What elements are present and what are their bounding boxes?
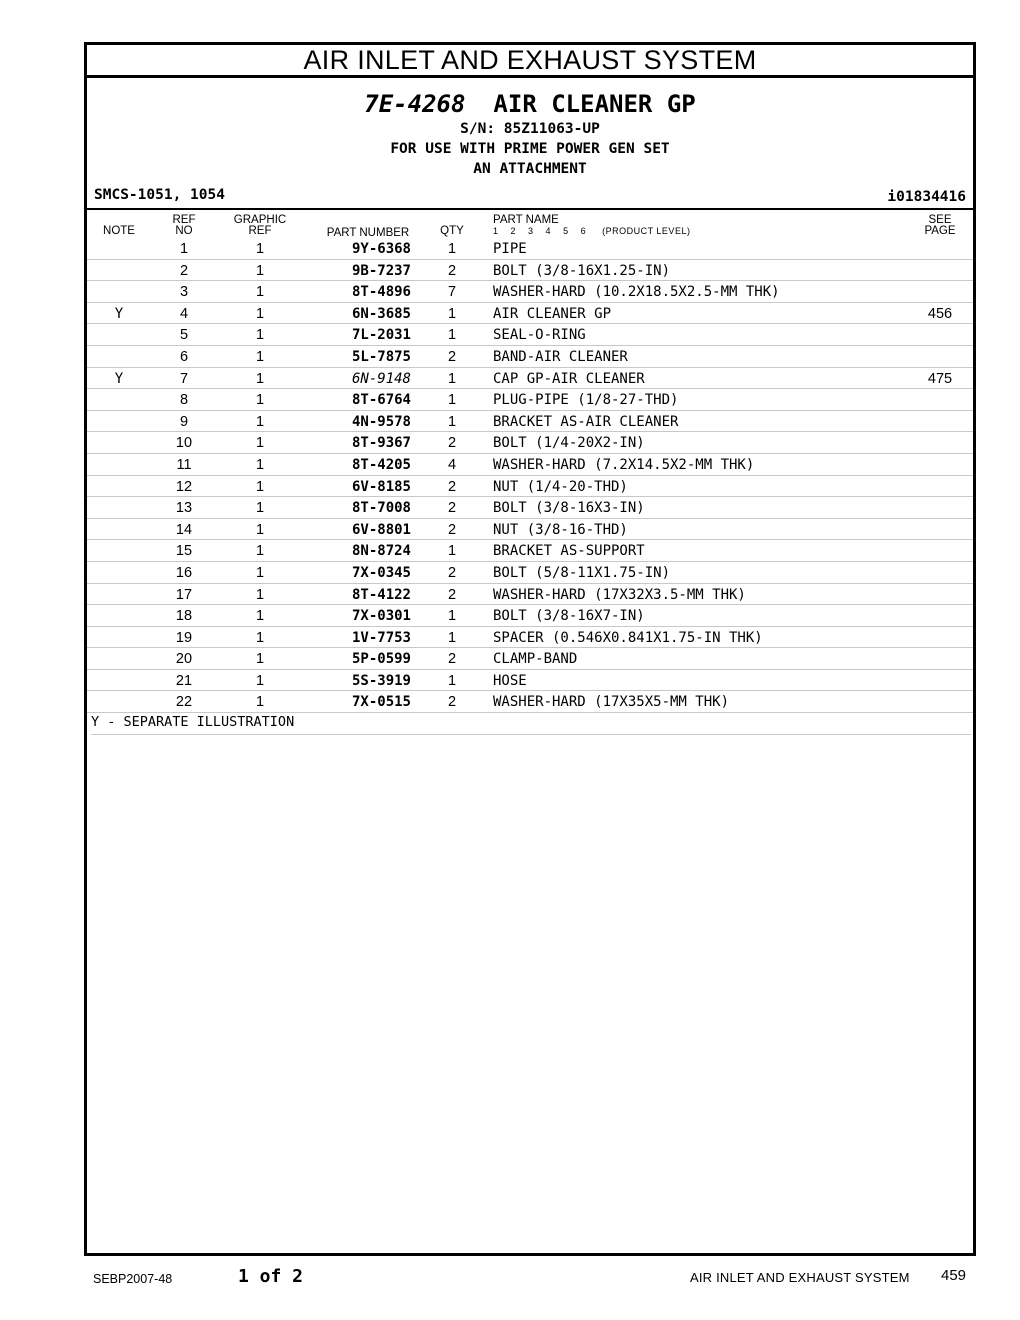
row-part-number[interactable]: 7L-2031 [351,327,411,344]
row-ref-no: 11 [176,456,192,473]
table-row [87,691,973,713]
row-graphic-ref: 1 [255,435,265,452]
row-ref-no: 21 [175,672,193,689]
col-header-see-bottom: PAGE [924,225,956,237]
group-name: AIR CLEANER GP [493,90,696,118]
row-part-name: NUT (3/8-16-THD) [493,521,628,538]
row-ref-no: 4 [179,305,189,322]
row-part-number[interactable]: 7X-0301 [351,608,411,625]
level-5: 5 [563,226,569,236]
row-ref-no: 6 [179,348,189,365]
table-row [87,238,973,260]
col-header-part-number: PART NUMBER [326,227,410,239]
row-graphic-ref: 1 [255,543,265,560]
col-header-graphic-bottom: REF [248,225,272,237]
group-part-number[interactable]: 7E-4268 [364,90,466,118]
col-header-graphic-top: GRAPHIC [233,214,287,226]
row-graphic-ref: 1 [255,629,265,646]
page-frame [84,42,976,1256]
row-graphic-ref: 1 [255,262,265,279]
row-qty: 1 [447,543,457,560]
row-ref-no: 18 [175,608,193,625]
footer-page-of: 1 of 2 [238,1266,304,1287]
level-4: 4 [545,226,552,236]
row-part-number[interactable]: 1V-7753 [351,629,411,646]
row-part-name: BRACKET AS-AIR CLEANER [493,413,679,430]
level-6: 6 [580,226,587,236]
section-title: AIR INLET AND EXHAUST SYSTEM [87,45,973,78]
row-ref-no: 8 [179,392,189,409]
row-part-name: PIPE [493,241,527,257]
row-ref-no: 22 [175,694,193,711]
row-ref-no: 1 [179,241,189,257]
table-row [87,389,973,411]
row-note: Y [114,305,124,322]
row-part-number[interactable]: 8N-8724 [351,543,411,560]
row-part-number[interactable]: 8T-4896 [351,284,411,301]
level-3: 3 [528,226,534,236]
footer-section: AIR INLET AND EXHAUST SYSTEM [690,1270,910,1285]
table-row [87,670,973,692]
table-row [87,648,973,670]
illustration-id: i01834416 [887,189,966,205]
row-part-name: SPACER (0.546X0.841X1.75-IN THK) [493,629,763,646]
product-levels [493,226,753,237]
row-graphic-ref: 1 [255,456,265,473]
legend-note: Y - SEPARATE ILLUSTRATION [91,713,971,735]
row-graphic-ref: 1 [255,327,265,344]
row-ref-no: 5 [179,327,189,344]
row-qty: 1 [447,413,457,430]
table-row [87,476,973,498]
row-graphic-ref: 1 [255,694,265,711]
row-ref-no: 3 [179,284,189,301]
row-part-name: WASHER-HARD (10.2X18.5X2.5-MM THK) [493,284,780,301]
row-part-name: BOLT (3/8-16X7-IN) [493,608,645,625]
level-2: 2 [510,226,517,236]
row-part-number[interactable]: 6N-9148 [351,370,411,387]
row-part-number[interactable]: 7X-0345 [351,564,411,581]
row-qty: 1 [447,327,457,344]
table-row [87,562,973,584]
row-ref-no: 16 [175,564,193,581]
level-1: 1 [493,226,499,236]
row-part-number[interactable]: 8T-9367 [351,435,411,452]
smcs-code: SMCS-1051, 1054 [94,187,225,203]
group-title [87,89,973,119]
row-part-number[interactable]: 5S-3919 [351,672,411,689]
row-part-name: BAND-AIR CLEANER [493,348,628,365]
row-qty: 1 [447,370,457,387]
row-qty: 1 [447,305,457,322]
table-row [87,368,973,390]
row-graphic-ref: 1 [255,586,265,603]
row-part-name: BOLT (5/8-11X1.75-IN) [493,564,671,581]
footer-doc-id: SEBP2007-48 [93,1272,173,1286]
parts-table [87,238,973,713]
row-part-number[interactable]: 8T-6764 [351,392,411,409]
row-part-name: WASHER-HARD (17X35X5-MM THK) [493,694,730,711]
row-part-name: HOSE [493,672,527,689]
row-part-name: CLAMP-BAND [493,651,578,668]
row-graphic-ref: 1 [255,305,265,322]
row-part-number[interactable]: 7X-0515 [351,694,411,711]
row-qty: 1 [447,392,457,409]
col-header-qty: QTY [440,225,464,237]
row-qty: 1 [447,608,457,625]
row-ref-no: 12 [175,478,193,495]
col-header-ref-bottom: NO [175,225,193,237]
footer-page-number: 459 [941,1267,967,1284]
row-ref-no: 14 [175,521,193,538]
row-graphic-ref: 1 [255,521,265,538]
table-row [87,303,973,325]
header-divider [87,208,973,210]
row-qty: 1 [447,672,457,689]
row-part-number[interactable]: 4N-9578 [351,413,411,430]
col-header-ref-top: REF [172,214,196,226]
row-qty: 2 [447,500,457,517]
group-header [87,89,973,179]
table-row [87,346,973,368]
row-ref-no: 19 [175,629,193,646]
row-ref-no: 9 [179,413,189,430]
row-graphic-ref: 1 [255,651,265,668]
row-ref-no: 17 [175,586,193,603]
table-row [87,411,973,433]
table-row [87,497,973,519]
table-row [87,324,973,346]
row-qty: 2 [447,694,457,711]
attachment-note: AN ATTACHMENT [473,161,587,177]
table-row [87,432,973,454]
table-row [87,584,973,606]
row-ref-no: 13 [175,500,193,517]
row-part-number[interactable]: 8T-7008 [351,500,411,517]
row-part-number[interactable]: 5L-7875 [351,348,411,365]
product-level-label: (PRODUCT LEVEL) [602,226,691,236]
row-qty: 1 [447,241,457,257]
row-see-page[interactable]: 456 [927,305,953,322]
table-row [87,627,973,649]
table-row [87,454,973,476]
row-part-number[interactable]: 8T-4122 [351,586,411,603]
usage-note: FOR USE WITH PRIME POWER GEN SET [390,141,670,157]
row-qty: 2 [447,262,457,279]
row-graphic-ref: 1 [255,392,265,409]
row-part-name: BOLT (3/8-16X3-IN) [493,500,645,517]
row-part-name: WASHER-HARD (17X32X3.5-MM THK) [493,586,746,603]
row-qty: 4 [447,456,457,473]
row-part-number[interactable]: 5P-0599 [351,651,411,668]
row-part-name: BOLT (1/4-20X2-IN) [493,435,645,452]
row-part-number[interactable]: 6V-8801 [351,521,411,538]
row-graphic-ref: 1 [255,241,265,257]
row-part-name: BOLT (3/8-16X1.25-IN) [493,262,671,279]
row-part-number[interactable]: 6V-8185 [351,478,411,495]
row-ref-no: 15 [175,543,193,560]
row-ref-no: 2 [179,262,189,279]
row-graphic-ref: 1 [255,672,265,689]
row-graphic-ref: 1 [255,348,265,365]
row-ref-no: 10 [175,435,193,452]
table-row [87,260,973,282]
row-qty: 2 [447,521,457,538]
col-header-see-top: SEE [928,214,952,226]
row-qty: 2 [447,348,457,365]
col-header-part-name [493,215,753,237]
row-ref-no: 20 [175,651,193,668]
row-qty: 2 [447,478,457,495]
col-header-see-page [915,215,965,237]
row-graphic-ref: 1 [255,478,265,495]
row-part-number[interactable]: 8T-4205 [351,456,411,473]
serial-number: S/N: 85Z11063-UP [460,121,600,137]
row-part-name: NUT (1/4-20-THD) [493,478,628,495]
col-header-ref [164,215,204,237]
table-row [87,519,973,541]
col-header-note: NOTE [103,225,135,237]
row-note: Y [114,370,124,387]
row-ref-no: 7 [179,370,189,387]
row-see-page[interactable]: 475 [927,370,953,387]
row-graphic-ref: 1 [255,564,265,581]
row-qty: 1 [447,629,457,646]
row-qty: 2 [447,564,457,581]
row-qty: 2 [447,435,457,452]
row-qty: 2 [447,586,457,603]
col-header-graphic-ref [229,215,291,237]
row-part-name: WASHER-HARD (7.2X14.5X2-MM THK) [493,456,755,473]
row-graphic-ref: 1 [255,608,265,625]
row-graphic-ref: 1 [255,370,265,387]
table-row [87,540,973,562]
row-graphic-ref: 1 [255,413,265,430]
row-graphic-ref: 1 [255,500,265,517]
row-part-name: PLUG-PIPE (1/8-27-THD) [493,392,679,409]
row-part-name: AIR CLEANER GP [493,305,612,322]
table-row [87,605,973,627]
table-row [87,281,973,303]
row-qty: 2 [447,651,457,668]
row-qty: 7 [447,284,457,301]
row-part-number[interactable]: 9Y-6368 [351,241,411,257]
row-part-name: CAP GP-AIR CLEANER [493,370,645,387]
row-part-number[interactable]: 9B-7237 [351,262,411,279]
row-part-number[interactable]: 6N-3685 [351,305,411,322]
col-header-part-name-label: PART NAME [493,214,559,226]
row-graphic-ref: 1 [255,284,265,301]
row-part-name: SEAL-O-RING [493,327,586,344]
row-part-name: BRACKET AS-SUPPORT [493,543,645,560]
